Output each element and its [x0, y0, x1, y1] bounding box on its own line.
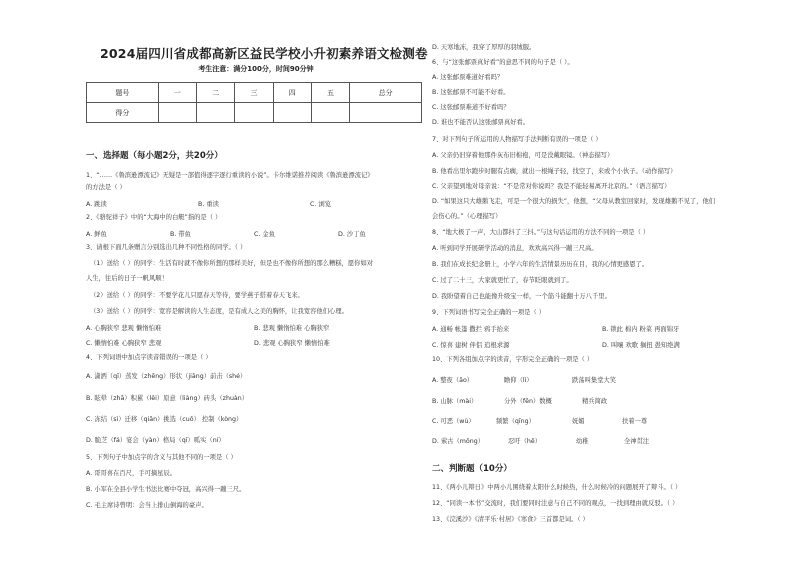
option-part: B. 山脉（mài） — [432, 398, 478, 405]
option[interactable]: A. 听到同学开展研学活动的消息，欢欢高兴得一蹦三尺高。 — [432, 245, 598, 252]
option[interactable]: B. 眩晕（zhā）积累（lěi）原意（liàng）砖头（zhuàn） — [86, 395, 249, 402]
option[interactable]: D. 悲观 心胸狭窄 懒惰怕难 — [254, 340, 330, 347]
option[interactable]: D. 天寒地冻，我穿了厚厚的羽绒服。 — [432, 44, 536, 51]
option[interactable]: B. 这张邮票不可能不好看。 — [432, 89, 510, 96]
option[interactable]: B. 带鱼 — [170, 231, 191, 238]
question-12-text: 12、“同读一本书”交流时，我们要同时注意与自己不同的观点，一找到理由就反驳。（ ） — [432, 500, 679, 507]
option-part: 分外（fēn）数概 — [504, 398, 552, 405]
score-header-cell: 五 — [311, 83, 349, 103]
question-3-item-1: （1）送给（ ）的同学：生活有时就不像你所想的那样美好，但是也不像你所想的那么糟糕，愿你如对 — [90, 260, 374, 267]
option[interactable]: C. 冻结（sì）迁移（qiān）挑选（cuō） 控制（kòng） — [86, 416, 243, 423]
question-13-text: 13、《浣溪沙》《清平乐·村居》《寒食》三首都是词。（ ） — [432, 516, 589, 523]
question-6-text: 6、与“这张邮票真好看”的意思不同的句子是（ ）。 — [432, 59, 574, 66]
score-cell[interactable] — [350, 103, 422, 123]
option-part: 忍吁（hē） — [508, 438, 542, 445]
option[interactable]: C. 这张邮票难道不好看吗？ — [432, 104, 510, 111]
score-cell[interactable] — [311, 103, 349, 123]
score-row-label: 得分 — [87, 103, 159, 123]
option[interactable]: C. 金鱼 — [254, 231, 275, 238]
table-row — [87, 103, 422, 123]
option[interactable]: C. 懒惰怕难 心胸狭窄 悲观 — [86, 340, 162, 347]
score-table — [86, 82, 422, 123]
option[interactable]: A. 跳读 — [86, 201, 107, 208]
option[interactable]: B. 我们在成长纪念册上，小学六年的生活情景历历在目，我的心情更感恩了。 — [432, 261, 649, 268]
option[interactable]: B. 小军在全县小学生书法比赛中夺冠，高兴得一蹦三尺。 — [86, 486, 246, 493]
option[interactable]: A. 心胸狭窄 悲观 懒惰怕难 — [86, 325, 162, 332]
score-header-cell: 二 — [197, 83, 235, 103]
section-heading-choice: 一、选择题（每小题2分，共20分） — [86, 151, 223, 161]
option[interactable]: A. 这张邮票难道好看吗？ — [432, 74, 504, 81]
option-part: 跌荡叫集堂大笑 — [572, 377, 617, 384]
score-header-cell: 一 — [158, 83, 196, 103]
question-3-item-2: （2）送给（ ）的同学：不要学花儿只愿春天等待，要学燕子搭着春天飞来。 — [90, 292, 304, 299]
option[interactable]: B. 他看出里尔跑步时腿有点瘸，就出一根绳子轻，找空了，来或个小伙子。（动作描写） — [432, 168, 677, 175]
option-part: C. 可恶（wù） — [432, 418, 475, 425]
score-cell[interactable] — [273, 103, 311, 123]
score-cell[interactable] — [158, 103, 196, 123]
option[interactable]: D. 谁也不能否认这张邮票真好看。 — [432, 119, 530, 126]
option-part: D. 萦古（mōng） — [432, 438, 485, 445]
question-8-text: 8、“地大极了一声，大山都抖了三抖。”与这句话运用的方法不同的一项是（ ） — [432, 229, 650, 236]
option-part: 妩媚 — [572, 418, 585, 425]
option-cont: 会伤心的。”（心理描写） — [432, 213, 502, 220]
score-cell[interactable] — [197, 103, 235, 123]
option[interactable]: C. 惊喜 建树 伴侣 追根求源 — [432, 342, 510, 349]
option-part: A. 整夜（āo） — [432, 377, 474, 384]
option[interactable]: D. “如果这只大雄鹅飞走，可是一个很大的损失”，他想，“父母从教室回家时，发现雄鹅不见了，他们 — [432, 198, 716, 205]
section-heading-judgement: 二、判断题（10分） — [432, 464, 512, 474]
option[interactable]: A. 哥哥喜在百尺，手可摘星辰。 — [86, 470, 177, 477]
question-3-item-1-cont: 人生，往后的日子一帆风顺！ — [86, 275, 168, 282]
table-row — [87, 83, 422, 103]
option[interactable]: B. 锁此 棉内 粉菜 再面锦牙 — [602, 326, 680, 333]
question-9-text: 9、下列词语书写完全正确的一项是（ ） — [432, 309, 546, 316]
option[interactable]: D. 脆芝（fá）宴会（yàn）格局（qī）呱实（ní） — [86, 437, 225, 444]
option-part: 精兵简政 — [582, 398, 608, 405]
option[interactable]: B. 重读 — [198, 201, 219, 208]
option[interactable]: C. 浏览 — [310, 201, 331, 208]
question-5-text: 5、下列句子中加点字的含义与其他不同的一项是（ ） — [86, 454, 237, 461]
question-11-text: 11、《两小儿辩日》中两小儿围绕着太阳什么时候热，什么时候冷的问题展开了辩斗。（ ） — [432, 484, 682, 491]
option-part: 瞻仰（lì） — [504, 377, 533, 384]
option[interactable]: A. 潇洒（qī）蒸发（zhēng）形状（jiāng）前击（shé） — [86, 373, 247, 380]
option-part: 幼稚 — [576, 438, 589, 445]
question-10-text: 10、下列各组加点字的读音，字形完全正确的一项是（ ） — [432, 356, 594, 363]
option[interactable]: C. 父亲望到地对母亲说：“不是常对你说吗？我是不能轻易离开北京的。”（语言描写） — [432, 183, 671, 190]
question-2-text: 2、《骆驼祥子》中的“大海中的白艇”指的是（ ） — [86, 214, 222, 221]
question-1-text: 1、“……《鲁滨逊漂流记》无疑是一部值得逐字逐行重读的小说”。卡尔维诺推荐阅读《鲁滨逊漂流记》 — [86, 172, 374, 179]
option[interactable]: D. 沙丁鱼 — [338, 231, 366, 238]
score-header-cell: 四 — [273, 83, 311, 103]
score-header-cell: 三 — [235, 83, 273, 103]
option[interactable]: A. 父亲仍旧穿着他那件灰布旧棉袍，可是没戴眼镜。（神态描写） — [432, 152, 614, 159]
question-4-text: 4、下列词语中加点字读音错误的一项是（ ） — [86, 354, 212, 361]
question-3-item-3: （3）送给（ ）的同学：宽容是解读的人生态度，是有成人之美的胸怀，让我宽容他们心理。 — [90, 308, 348, 315]
option[interactable]: A. 鲜鱼 — [86, 231, 107, 238]
option-part: 全神贯注 — [624, 438, 650, 445]
page-title: 2024届四川省成都高新区益民学校小升初素养语文检测卷 — [100, 46, 428, 61]
score-cell[interactable] — [235, 103, 273, 123]
question-7-text: 7、对下列句子所运用的人物描写手法判断有误的一项是（ ） — [432, 136, 602, 143]
question-1-text-cont: 的方法是（ ） — [86, 184, 126, 191]
option-part: 频繁（qīng） — [496, 418, 535, 425]
exam-notice: 考生注意：满分100分，时间90分钟 — [198, 65, 314, 73]
option[interactable]: D. 我盼望着自己也能像升级宝一样，一个筋斗能翻十万八千里。 — [432, 293, 611, 300]
option[interactable]: D. 叫嚷 欢歌 搁扭 愚知绝满 — [602, 342, 680, 349]
option[interactable]: A. 通畅 帐篷 撒拦 鸦手抬来 — [432, 326, 510, 333]
score-header-cell: 总分 — [350, 83, 422, 103]
option[interactable]: C. 毛主席诗曾明：会当上排山倒海的豪声。 — [86, 502, 208, 509]
option-part: 扶着一尊 — [622, 418, 648, 425]
option[interactable]: B. 悲观 懒惰怕难 心胸狭窄 — [254, 325, 330, 332]
question-3-text: 3、请根下面几条赠言分别选出几种不同性格的同学。（ ） — [86, 244, 247, 251]
option[interactable]: C. 过了二十三，大家就更忙了，春节眨眼就到了。 — [432, 277, 573, 284]
score-header-cell: 题号 — [87, 83, 159, 103]
